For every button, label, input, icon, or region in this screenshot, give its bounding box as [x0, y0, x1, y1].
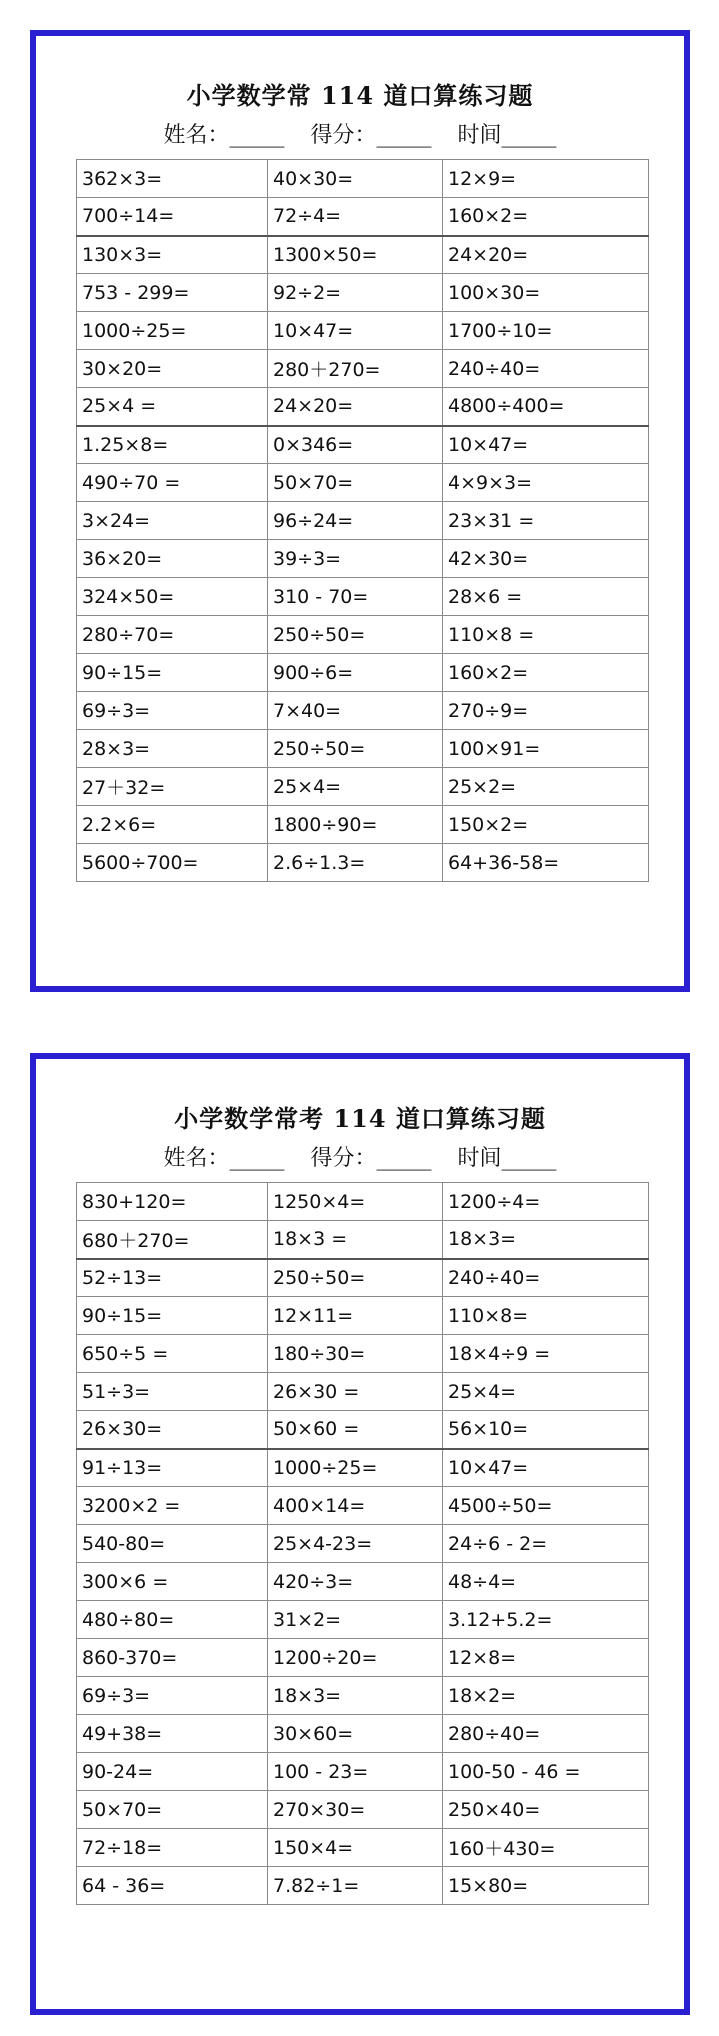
problem-cell: 18×3 = — [268, 1221, 443, 1259]
problem-cell: 90÷15= — [77, 1297, 268, 1335]
table-row — [77, 1753, 649, 1791]
problem-cell: 28×6 = — [443, 578, 649, 616]
problem-cell: 90÷15= — [77, 654, 268, 692]
problem-cell: 25×2= — [443, 768, 649, 806]
problem-cell: 72÷4= — [268, 198, 443, 236]
worksheet-title: 小学数学常 114 道口算练习题 — [186, 81, 534, 110]
score-field-label: 得分：_____ — [310, 123, 432, 148]
problem-cell: 110×8= — [443, 1297, 649, 1335]
table-row — [77, 540, 649, 578]
table-row — [77, 274, 649, 312]
problem-cell: 250×40= — [443, 1791, 649, 1829]
problem-cell: 830+120= — [77, 1183, 268, 1221]
problem-cell: 100×91= — [443, 730, 649, 768]
table-row — [77, 1259, 649, 1297]
problem-cell: 860-370= — [77, 1639, 268, 1677]
problem-cell: 26×30= — [77, 1411, 268, 1449]
problem-cell: 4800÷400= — [443, 388, 649, 426]
problem-cell: 27＋32= — [77, 768, 268, 806]
table-row — [77, 616, 649, 654]
problem-cell: 25×4-23= — [268, 1525, 443, 1563]
problem-cell: 1300×50= — [268, 236, 443, 274]
problem-cell: 2.6÷1.3= — [268, 844, 443, 882]
problem-cell: 50×60 = — [268, 1411, 443, 1449]
problem-cell: 18×3= — [268, 1677, 443, 1715]
problem-cell: 110×8 = — [443, 616, 649, 654]
problem-cell: 3.12+5.2= — [443, 1601, 649, 1639]
problem-cell: 69÷3= — [77, 692, 268, 730]
problem-cell: 160＋430= — [443, 1829, 649, 1867]
problem-cell: 240÷40= — [443, 350, 649, 388]
problem-cell: 25×4 = — [77, 388, 268, 426]
problem-cell: 1200÷4= — [443, 1183, 649, 1221]
table-row — [77, 464, 649, 502]
problem-cell: 25×4= — [443, 1373, 649, 1411]
table-row — [77, 1487, 649, 1525]
problem-cell: 150×2= — [443, 806, 649, 844]
student-info-line — [36, 1141, 684, 1172]
problem-cell: 160×2= — [443, 654, 649, 692]
table-row — [77, 1221, 649, 1259]
problem-cell: 1000÷25= — [77, 312, 268, 350]
problem-cell: 18×3= — [443, 1221, 649, 1259]
table-row — [77, 312, 649, 350]
table-row — [77, 388, 649, 426]
table-row — [77, 160, 649, 198]
problem-cell: 90-24= — [77, 1753, 268, 1791]
problem-cell: 250÷50= — [268, 616, 443, 654]
problem-cell: 1200÷20= — [268, 1639, 443, 1677]
table-row — [77, 844, 649, 882]
problem-cell: 72÷18= — [77, 1829, 268, 1867]
table-row — [77, 1297, 649, 1335]
score-field-label: 得分：_____ — [310, 1146, 432, 1171]
table-row — [77, 1639, 649, 1677]
problem-cell: 18×2= — [443, 1677, 649, 1715]
problem-cell: 12×9= — [443, 160, 649, 198]
table-row — [77, 1829, 649, 1867]
problem-cell: 400×14= — [268, 1487, 443, 1525]
problem-cell: 310 - 70= — [268, 578, 443, 616]
problem-cell: 1000÷25= — [268, 1449, 443, 1487]
problem-cell: 100-50 - 46 = — [443, 1753, 649, 1791]
problem-cell: 4500÷50= — [443, 1487, 649, 1525]
problem-cell: 10×47= — [443, 426, 649, 464]
time-field-label: 时间_____ — [457, 123, 557, 148]
problem-cell: 100×30= — [443, 274, 649, 312]
problem-cell: 52÷13= — [77, 1259, 268, 1297]
problem-cell: 540-80= — [77, 1525, 268, 1563]
problem-cell: 4×9×3= — [443, 464, 649, 502]
problem-cell: 10×47= — [268, 312, 443, 350]
problem-cell: 160×2= — [443, 198, 649, 236]
problem-cell: 3200×2 = — [77, 1487, 268, 1525]
problem-cell: 280÷40= — [443, 1715, 649, 1753]
problem-cell: 490÷70 = — [77, 464, 268, 502]
problem-cell: 250÷50= — [268, 1259, 443, 1297]
problem-cell: 30×20= — [77, 350, 268, 388]
table-row — [77, 350, 649, 388]
problem-cell: 23×31 = — [443, 502, 649, 540]
problem-cell: 96÷24= — [268, 502, 443, 540]
problem-cell: 51÷3= — [77, 1373, 268, 1411]
problem-cell: 18×4÷9 = — [443, 1335, 649, 1373]
problem-cell: 7.82÷1= — [268, 1867, 443, 1905]
problem-cell: 48÷4= — [443, 1563, 649, 1601]
problem-table — [76, 159, 649, 882]
problem-cell: 753 - 299= — [77, 274, 268, 312]
problem-cell: 24÷6 - 2= — [443, 1525, 649, 1563]
problem-cell: 40×30= — [268, 160, 443, 198]
problem-cell: 12×11= — [268, 1297, 443, 1335]
problem-cell: 28×3= — [77, 730, 268, 768]
problem-cell: 92÷2= — [268, 274, 443, 312]
table-row — [77, 692, 649, 730]
table-row — [77, 236, 649, 274]
table-row — [77, 768, 649, 806]
problem-cell: 31×2= — [268, 1601, 443, 1639]
problem-cell: 36×20= — [77, 540, 268, 578]
problem-cell: 362×3= — [77, 160, 268, 198]
problem-cell: 2.2×6= — [77, 806, 268, 844]
student-info-line — [36, 118, 684, 149]
time-field-label: 时间_____ — [457, 1146, 557, 1171]
problem-cell: 39÷3= — [268, 540, 443, 578]
problem-cell: 64 - 36= — [77, 1867, 268, 1905]
name-field-label: 姓名：_____ — [163, 1146, 285, 1171]
problem-cell: 680＋270= — [77, 1221, 268, 1259]
problem-cell: 324×50= — [77, 578, 268, 616]
problem-cell: 24×20= — [268, 388, 443, 426]
problem-cell: 10×47= — [443, 1449, 649, 1487]
problem-cell: 100 - 23= — [268, 1753, 443, 1791]
worksheet-2 — [30, 1053, 690, 2015]
worksheet-1 — [30, 30, 690, 992]
problem-cell: 64+36-58= — [443, 844, 649, 882]
problem-cell: 250÷50= — [268, 730, 443, 768]
problem-cell: 30×60= — [268, 1715, 443, 1753]
problem-cell: 15×80= — [443, 1867, 649, 1905]
problem-cell: 1.25×8= — [77, 426, 268, 464]
problem-cell: 280＋270= — [268, 350, 443, 388]
problem-cell: 700÷14= — [77, 198, 268, 236]
problem-cell: 300×6 = — [77, 1563, 268, 1601]
problem-cell: 280÷70= — [77, 616, 268, 654]
problem-table — [76, 1182, 649, 1905]
table-row — [77, 578, 649, 616]
problem-cell: 150×4= — [268, 1829, 443, 1867]
problem-cell: 650÷5 = — [77, 1335, 268, 1373]
problem-cell: 50×70= — [77, 1791, 268, 1829]
table-row — [77, 1183, 649, 1221]
problem-cell: 130×3= — [77, 236, 268, 274]
problem-cell: 49+38= — [77, 1715, 268, 1753]
problem-cell: 900÷6= — [268, 654, 443, 692]
problem-cell: 69÷3= — [77, 1677, 268, 1715]
problem-cell: 42×30= — [443, 540, 649, 578]
problem-cell: 7×40= — [268, 692, 443, 730]
problem-cell: 50×70= — [268, 464, 443, 502]
table-row — [77, 1677, 649, 1715]
problem-cell: 24×20= — [443, 236, 649, 274]
table-row — [77, 1601, 649, 1639]
table-row — [77, 654, 649, 692]
table-row — [77, 1373, 649, 1411]
problem-cell: 270×30= — [268, 1791, 443, 1829]
problem-cell: 25×4= — [268, 768, 443, 806]
table-row — [77, 1411, 649, 1449]
problem-cell: 0×346= — [268, 426, 443, 464]
table-row — [77, 1791, 649, 1829]
problem-cell: 240÷40= — [443, 1259, 649, 1297]
problem-cell: 91÷13= — [77, 1449, 268, 1487]
table-row — [77, 1335, 649, 1373]
table-row — [77, 1525, 649, 1563]
problem-cell: 1700÷10= — [443, 312, 649, 350]
problem-cell: 270÷9= — [443, 692, 649, 730]
problem-cell: 1250×4= — [268, 1183, 443, 1221]
problem-cell: 3×24= — [77, 502, 268, 540]
table-row — [77, 426, 649, 464]
table-row — [77, 730, 649, 768]
table-row — [77, 1715, 649, 1753]
name-field-label: 姓名：_____ — [163, 123, 285, 148]
table-row — [77, 806, 649, 844]
problem-cell: 180÷30= — [268, 1335, 443, 1373]
problem-cell: 1800÷90= — [268, 806, 443, 844]
problem-cell: 26×30 = — [268, 1373, 443, 1411]
table-row — [77, 198, 649, 236]
table-row — [77, 1867, 649, 1905]
problem-cell: 12×8= — [443, 1639, 649, 1677]
problem-cell: 5600÷700= — [77, 844, 268, 882]
problem-cell: 480÷80= — [77, 1601, 268, 1639]
problem-cell: 56×10= — [443, 1411, 649, 1449]
table-row — [77, 1563, 649, 1601]
table-row — [77, 1449, 649, 1487]
table-row — [77, 502, 649, 540]
problem-cell: 420÷3= — [268, 1563, 443, 1601]
worksheet-title: 小学数学常考 114 道口算练习题 — [174, 1104, 546, 1133]
